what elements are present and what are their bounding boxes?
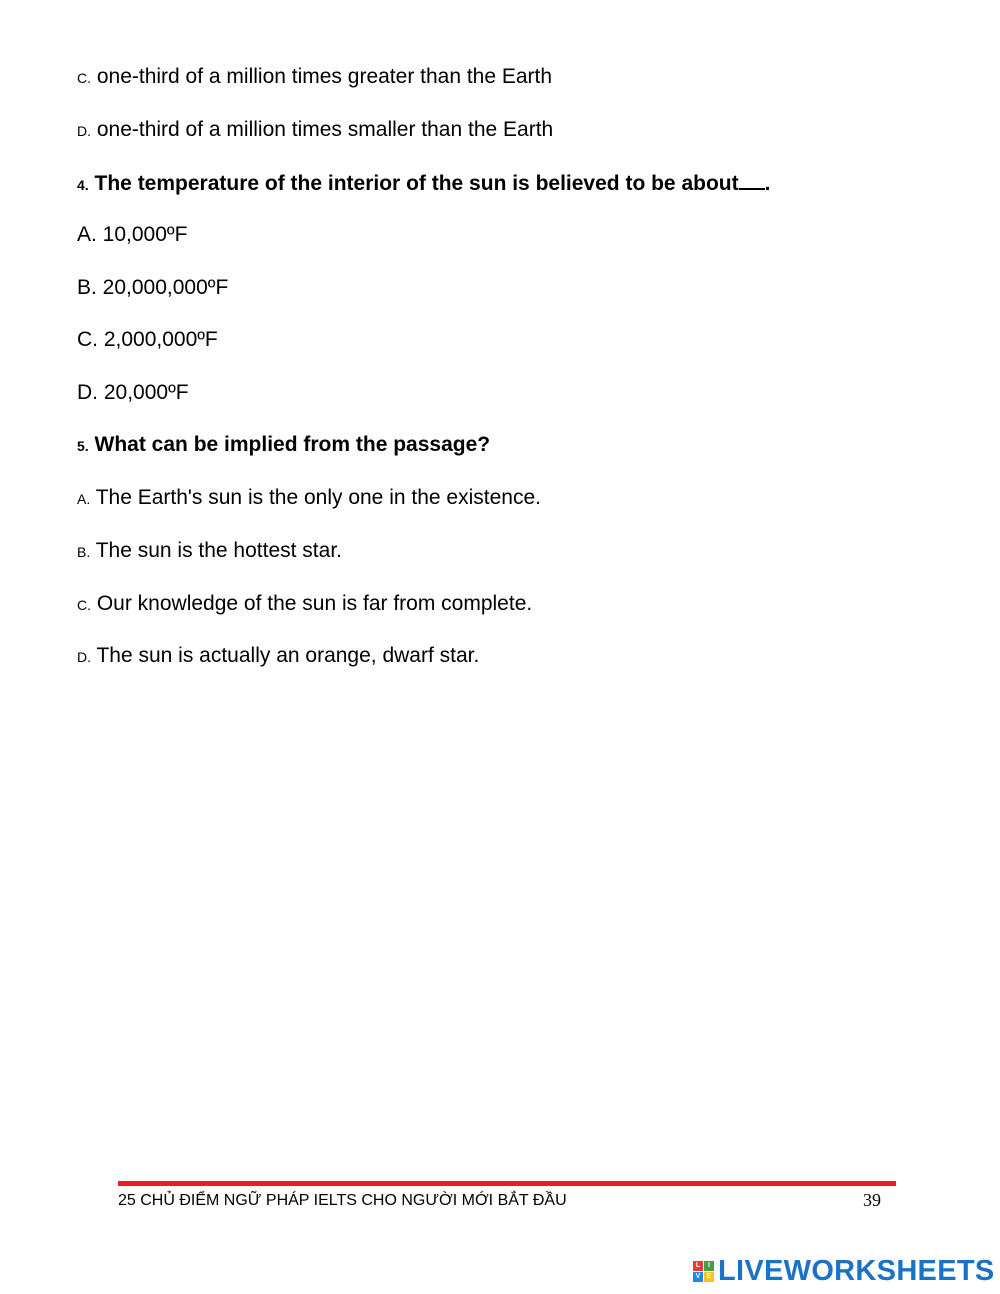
option-text: The sun is actually an orange, dwarf star.	[91, 644, 480, 667]
question-number: 4.	[77, 177, 89, 193]
question-end: .	[764, 172, 771, 195]
q4-option-c[interactable]: C. 2,000,000ºF	[77, 328, 218, 351]
footer-title: 25 CHỦ ĐIỂM NGỮ PHÁP IELTS CHO NGƯỜI MỚI BẮT ĐẦU	[118, 1192, 567, 1209]
option-letter: C.	[77, 70, 91, 86]
question-number: 5.	[77, 438, 89, 454]
option-letter: B.	[77, 544, 91, 560]
q4-option-b[interactable]: B. 20,000,000ºF	[77, 276, 229, 299]
option-letter: A.	[77, 491, 91, 507]
question-text: What can be implied from the passage?	[88, 433, 491, 456]
logo-mark-letter: V	[693, 1272, 703, 1282]
q5-option-d[interactable]	[77, 643, 479, 670]
option-text: The Earth's sun is the only one in the existence.	[90, 486, 541, 509]
answer-blank	[739, 170, 765, 190]
q5-option-a[interactable]	[77, 485, 541, 512]
q3-option-d[interactable]	[77, 117, 553, 144]
q5-option-c[interactable]	[77, 591, 532, 618]
option-text: one-third of a million times smaller than the Earth	[91, 118, 554, 141]
question-5	[77, 432, 490, 459]
question-4	[77, 170, 770, 198]
liveworksheets-logo[interactable]	[693, 1255, 995, 1288]
q4-option-a[interactable]: A. 10,000ºF	[77, 223, 188, 246]
page-number: 39	[863, 1190, 881, 1210]
question-text: The temperature of the interior of the sun is believed to be about	[88, 172, 739, 195]
option-letter: C.	[77, 597, 91, 613]
option-text: Our knowledge of the sun is far from complete.	[91, 592, 533, 615]
logo-mark-letter: I	[704, 1261, 714, 1271]
footer-rule	[118, 1181, 896, 1186]
logo-mark-icon	[693, 1261, 715, 1283]
option-letter: D.	[77, 649, 91, 665]
logo-text: LIVEWORKSHEETS	[718, 1255, 995, 1287]
logo-mark-letter: L	[693, 1261, 703, 1271]
q3-option-c[interactable]	[77, 64, 552, 91]
q5-option-b[interactable]	[77, 538, 342, 565]
option-text: one-third of a million times greater than the Earth	[91, 65, 553, 88]
logo-mark-letter: E	[704, 1272, 714, 1282]
option-text: The sun is the hottest star.	[90, 539, 342, 562]
option-letter: D.	[77, 123, 91, 139]
q4-option-d[interactable]: D. 20,000ºF	[77, 381, 189, 404]
